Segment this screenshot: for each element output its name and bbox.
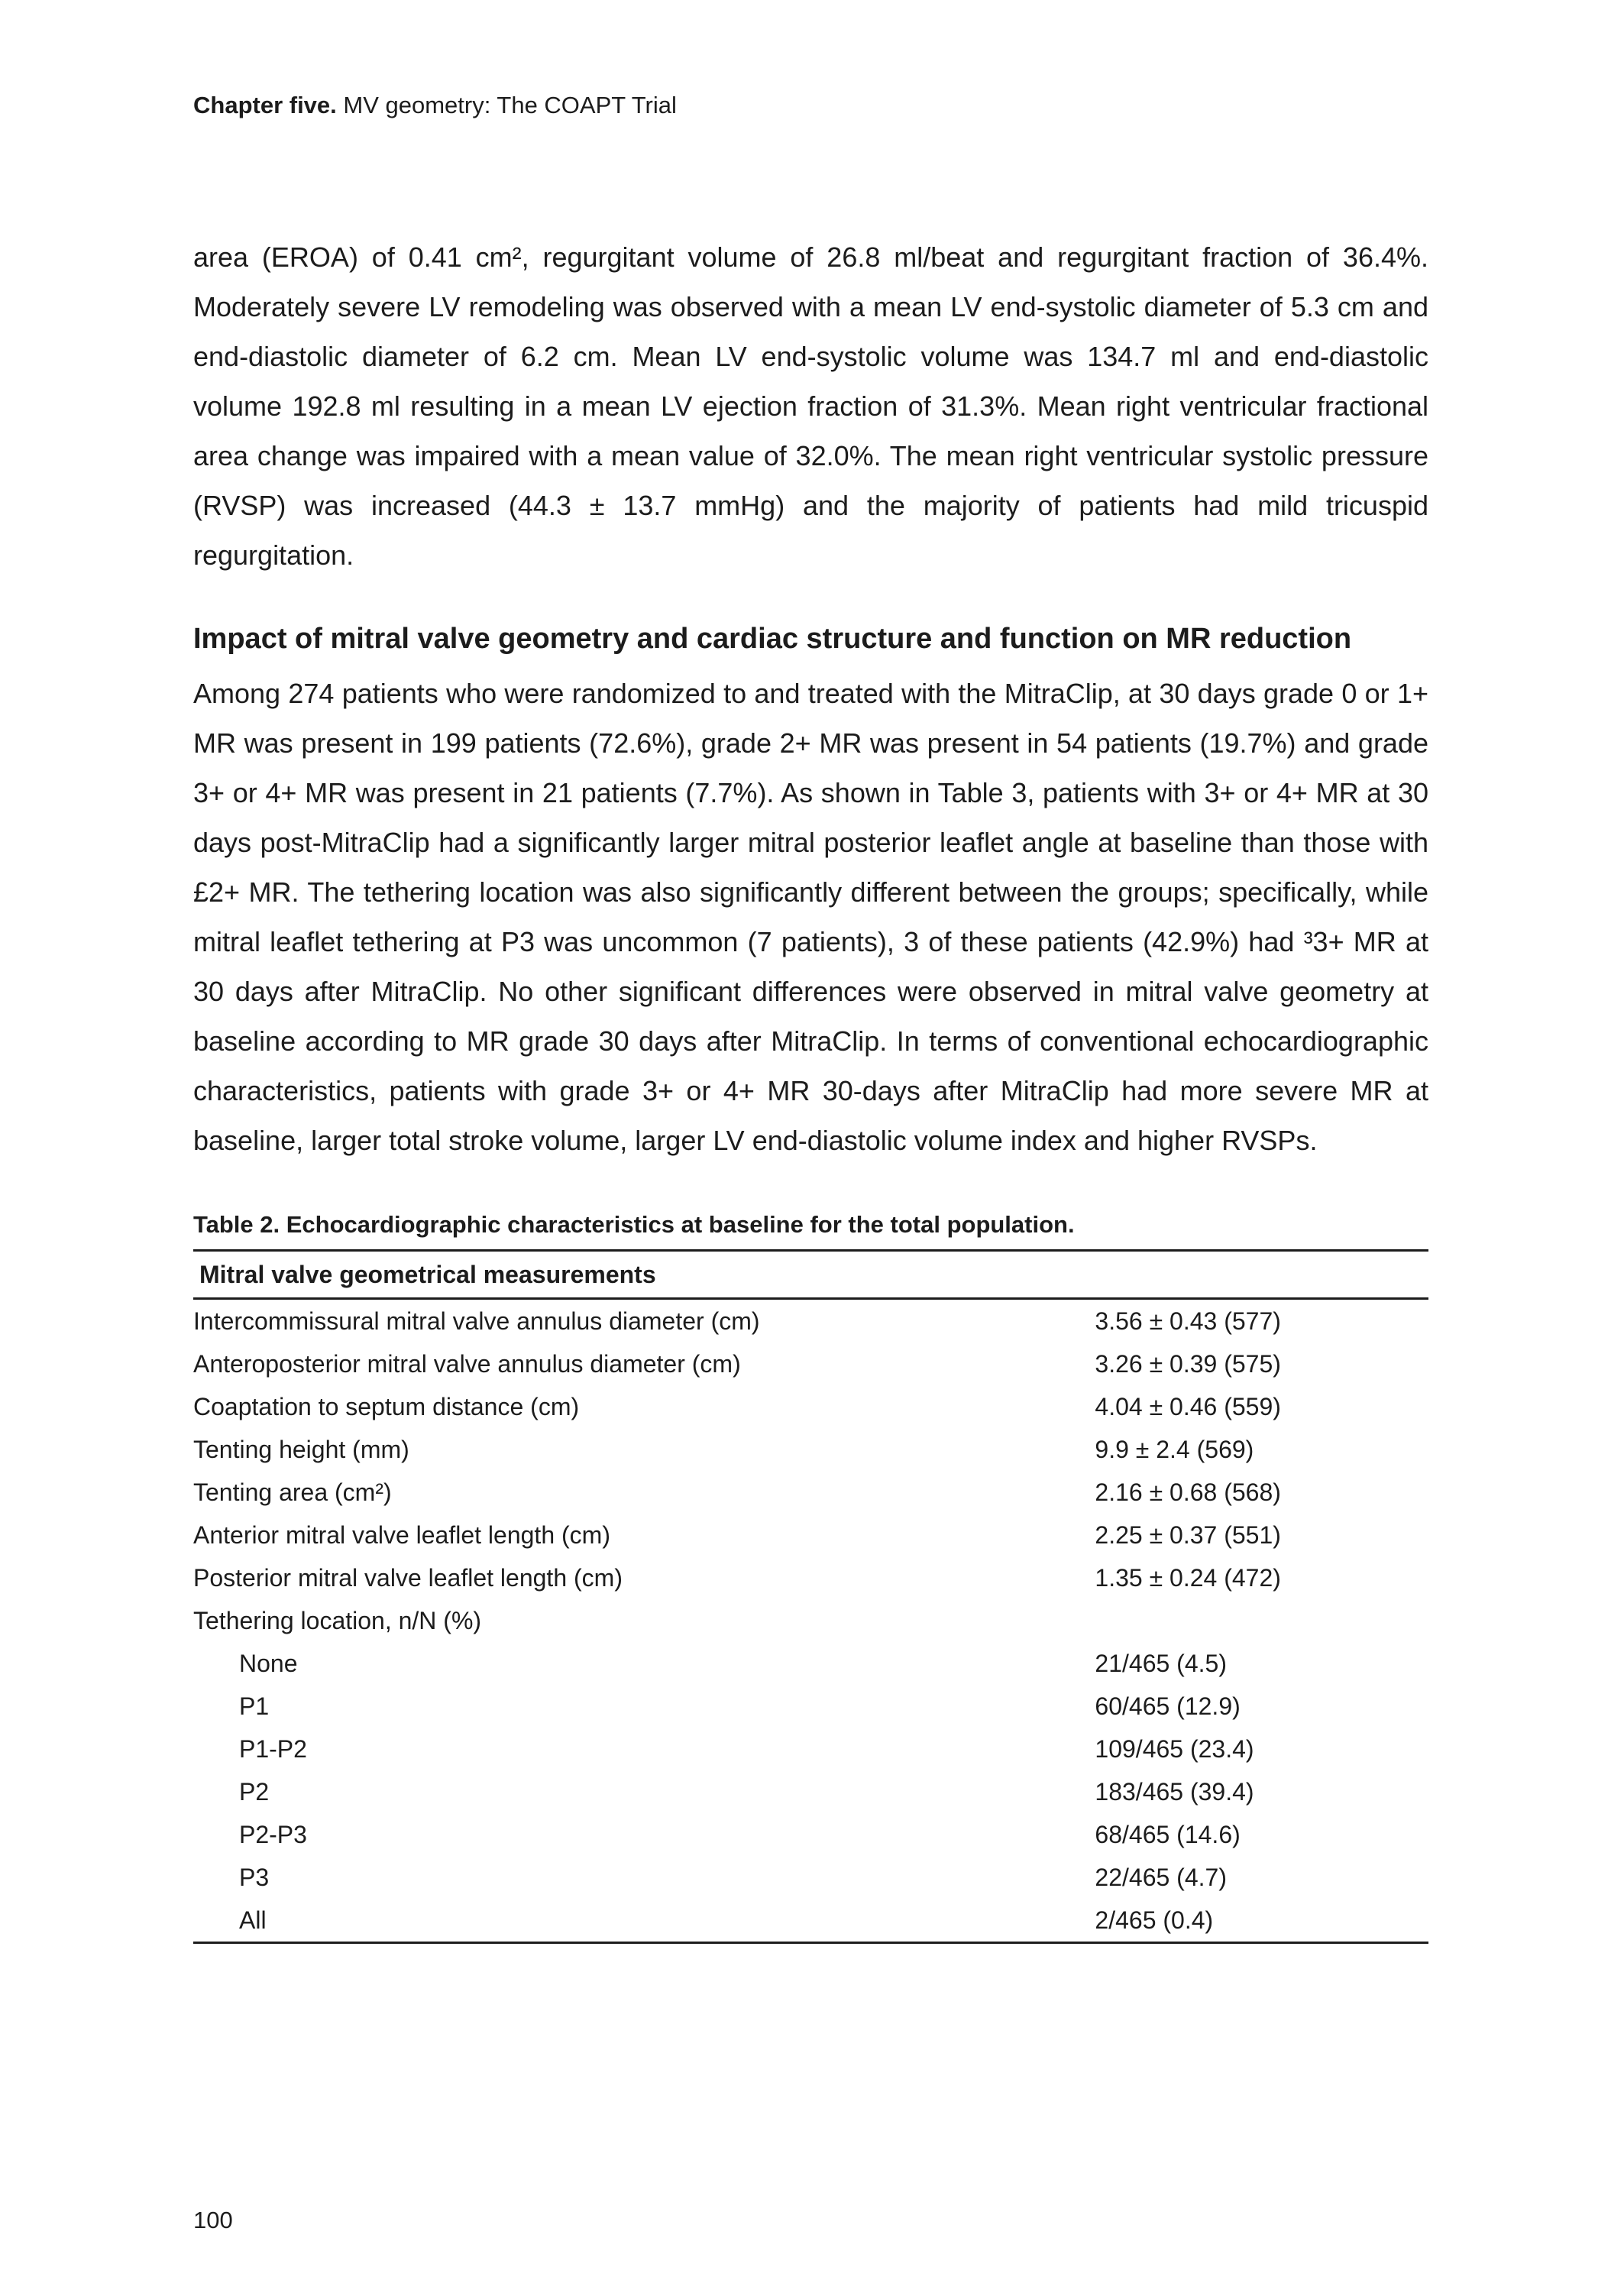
row-label: Tenting area (cm²) <box>193 1478 392 1506</box>
table-section <box>193 1211 1428 1944</box>
table-row <box>193 1514 1428 1556</box>
row-value: 21/465 (4.5) <box>1095 1650 1227 1677</box>
running-header <box>193 90 1428 121</box>
row-label: All <box>239 1906 267 1934</box>
row-label: Tenting height (mm) <box>193 1436 409 1463</box>
row-label: Tethering location, n/N (%) <box>193 1607 482 1634</box>
row-value: 2.25 ± 0.37 (551) <box>1095 1521 1281 1549</box>
row-value: 9.9 ± 2.4 (569) <box>1095 1436 1254 1463</box>
row-value: 183/465 (39.4) <box>1095 1778 1254 1806</box>
table-row <box>193 1813 1428 1856</box>
running-head-text <box>193 90 1428 121</box>
row-value: 1.35 ± 0.24 (472) <box>1095 1564 1281 1592</box>
table-row <box>193 1642 1428 1685</box>
table-body <box>193 1299 1428 1943</box>
table-row <box>193 1770 1428 1813</box>
table-row <box>193 1385 1428 1428</box>
table-section-header: Mitral valve geometrical measurements <box>193 1251 1428 1299</box>
paragraph-echo-baseline: area (EROA) of 0.41 cm², regurgitant volume of 26.8 ml/beat and regurgitant fraction of 36.4%. Moderately severe LV remodeling was observed with a mean LV end-systolic diameter of 5.3 cm and end-diastolic diameter of 6.2 cm. Mean LV end-systolic volume was 134.7 ml and end-diastolic volume 192.8 ml resulting in a mean LV ejection fraction of 31.3%. Mean right ventricular fractional area change was impaired with a mean value of 32.0%. The mean right ventricular systolic pressure (RVSP) was increased (44.3 ± 13.7 mmHg) and the majority of patients had mild tricuspid regurgitation. <box>193 241 1428 571</box>
row-value <box>1095 1599 1428 1642</box>
row-label: P1-P2 <box>239 1735 307 1763</box>
row-label: P2-P3 <box>239 1821 307 1848</box>
row-label: P1 <box>239 1692 270 1720</box>
table-row <box>193 1556 1428 1599</box>
row-label: None <box>239 1650 298 1677</box>
table-section-header-row <box>193 1251 1428 1299</box>
section-heading: Impact of mitral valve geometry and cardiac structure and function on MR reduction <box>193 623 1352 655</box>
chapter-label: Chapter five. <box>193 92 337 118</box>
row-label: P3 <box>239 1864 270 1891</box>
table-row <box>193 1728 1428 1770</box>
chapter-title: MV geometry: The COAPT Trial <box>336 92 677 118</box>
row-label: Anteroposterior mitral valve annulus diameter (cm) <box>193 1350 741 1378</box>
table-row <box>193 1856 1428 1899</box>
paragraph-mr-reduction: Among 274 patients who were randomized to and treated with the MitraClip, at 30 days grade 0 or 1+ MR was present in 199 patients (72.6%), grade 2+ MR was present in 54 patients (19.7%) and grade 3+ or 4+ MR was present in 21 patients (7.7%). As shown in Table 3, patients with 3+ or 4+ MR at 30 days post-MitraClip had a significantly larger mitral posterior leaflet angle at baseline than those with £2+ MR. The tethering location was also significantly different between the groups; specifically, while mitral leaflet tethering at P3 was uncommon (7 patients), 3 of these patients (42.9%) had ³3+ MR at 30 days after MitraClip. No other significant differences were observed in mitral valve geometry at baseline according to MR grade 30 days after MitraClip. In terms of conventional echocardiographic characteristics, patients with grade 3+ or 4+ MR 30-days after MitraClip had more severe MR at baseline, larger total stroke volume, larger LV end-diastolic volume index and higher RVSPs. <box>193 678 1428 1156</box>
row-label: Anterior mitral valve leaflet length (cm) <box>193 1521 610 1549</box>
row-label: P2 <box>239 1778 270 1806</box>
page-number: 100 <box>193 2207 233 2233</box>
table-row <box>193 1342 1428 1385</box>
table-row <box>193 1599 1428 1642</box>
table-row <box>193 1471 1428 1514</box>
row-value: 3.26 ± 0.39 (575) <box>1095 1350 1281 1378</box>
row-label: Intercommissural mitral valve annulus diameter (cm) <box>193 1307 760 1335</box>
row-value: 68/465 (14.6) <box>1095 1821 1241 1848</box>
table-row <box>193 1299 1428 1343</box>
table-caption: Table 2. Echocardiographic characteristics at baseline for the total population. <box>193 1211 1075 1238</box>
echo-characteristics-table <box>193 1249 1428 1944</box>
row-value: 2.16 ± 0.68 (568) <box>1095 1478 1281 1506</box>
row-label: Coaptation to septum distance (cm) <box>193 1393 580 1420</box>
table-row <box>193 1428 1428 1471</box>
row-value: 3.56 ± 0.43 (577) <box>1095 1307 1281 1335</box>
row-label: Posterior mitral valve leaflet length (cm) <box>193 1564 623 1592</box>
table-row <box>193 1685 1428 1728</box>
row-value: 22/465 (4.7) <box>1095 1864 1227 1891</box>
row-value: 2/465 (0.4) <box>1095 1906 1214 1934</box>
table-row <box>193 1899 1428 1943</box>
row-value: 60/465 (12.9) <box>1095 1692 1241 1720</box>
page-body <box>193 232 1428 1944</box>
row-value: 4.04 ± 0.46 (559) <box>1095 1393 1281 1420</box>
row-value: 109/465 (23.4) <box>1095 1735 1254 1763</box>
table-head <box>193 1251 1428 1299</box>
